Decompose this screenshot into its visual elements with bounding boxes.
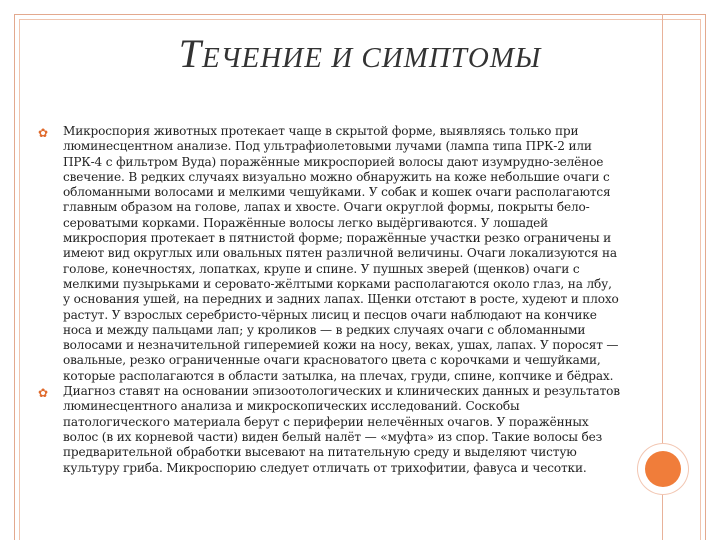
bullet-flower-icon: ✿ [38,126,49,140]
bullet-flower-icon: ✿ [38,386,49,401]
bullet-item-1 [36,124,620,384]
slide-title-rest: ЕЧЕНИЕ И СИМПТОМЫ [201,42,542,74]
slide-title [0,30,720,77]
slide-content [36,124,620,476]
bullet-text-1: Микроспория животных протекает чаще в скрытой форме, выявляясь только при люминесцентном анализе. Под ультрафиолетовыми лучами (лампа типа ПРК-2 или ПРК-4 с фильтром Вуда) поражённые микроспорией волосы дают изумрудно-зелёное свечение. В редких случаях визуально можно обнаружить на коже небольшие очаги с обломанными волосами и мелкими чешуйками. У собак и кошек очаги располагаются главным образом на голове, лапах и хвосте. Очаги округлой формы, покрыты бело-сероватыми корками. Поражённые волосы легко выдёргиваются. У лошадей микроспория протекает в пятнистой форме; поражённые участки резко ограничены и имеют вид округлых или овальных пятен различной величины. Очаги локализуются на голове, конечностях, лопатках, крупе и спине. У пушных зверей (щенков) очаги с мелкими пузырьками и серовато-жёлтыми корками располагаются около глаз, на лбу, у основания ушей, на передних и задних лапах. Щенки отстают в росте, худеют и плохо растут. У взрослых серебристо-чёрных лисиц и песцов очаги наблюдают на кончике носа и между пальцами лап; у кроликов — в редких случаях очаги с обломанными волосами и незначительной гиперемией кожи на носу, веках, ушах, лапах. У поросят — овальные, резко ограниченные очаги красноватого цвета с корочками и чешуйками, которые располагаются в области затылка, на плечах, груди, спине, копчике и бёдрах. [63,124,619,383]
decorative-circle-dot [645,451,681,487]
bullet-text-2: Диагноз ставят на основании эпизоотологических и клинических данных и результатов люминесцентного анализа и микроскопических исследований. Соскобы патологического материала берут с периферии нелечённых очагов. У поражённых волос (в их корневой части) виден белый налёт — «муфта» из спор. Такие волосы без предварительной обработки высевают на питательную среду и выделяют чистую культуру гриба. Микроспорию следует отличать от трихофитии, фавуса и чесотки. [63,384,620,475]
bullet-item-2 [36,384,620,476]
slide-title-capital: Т [178,31,202,76]
